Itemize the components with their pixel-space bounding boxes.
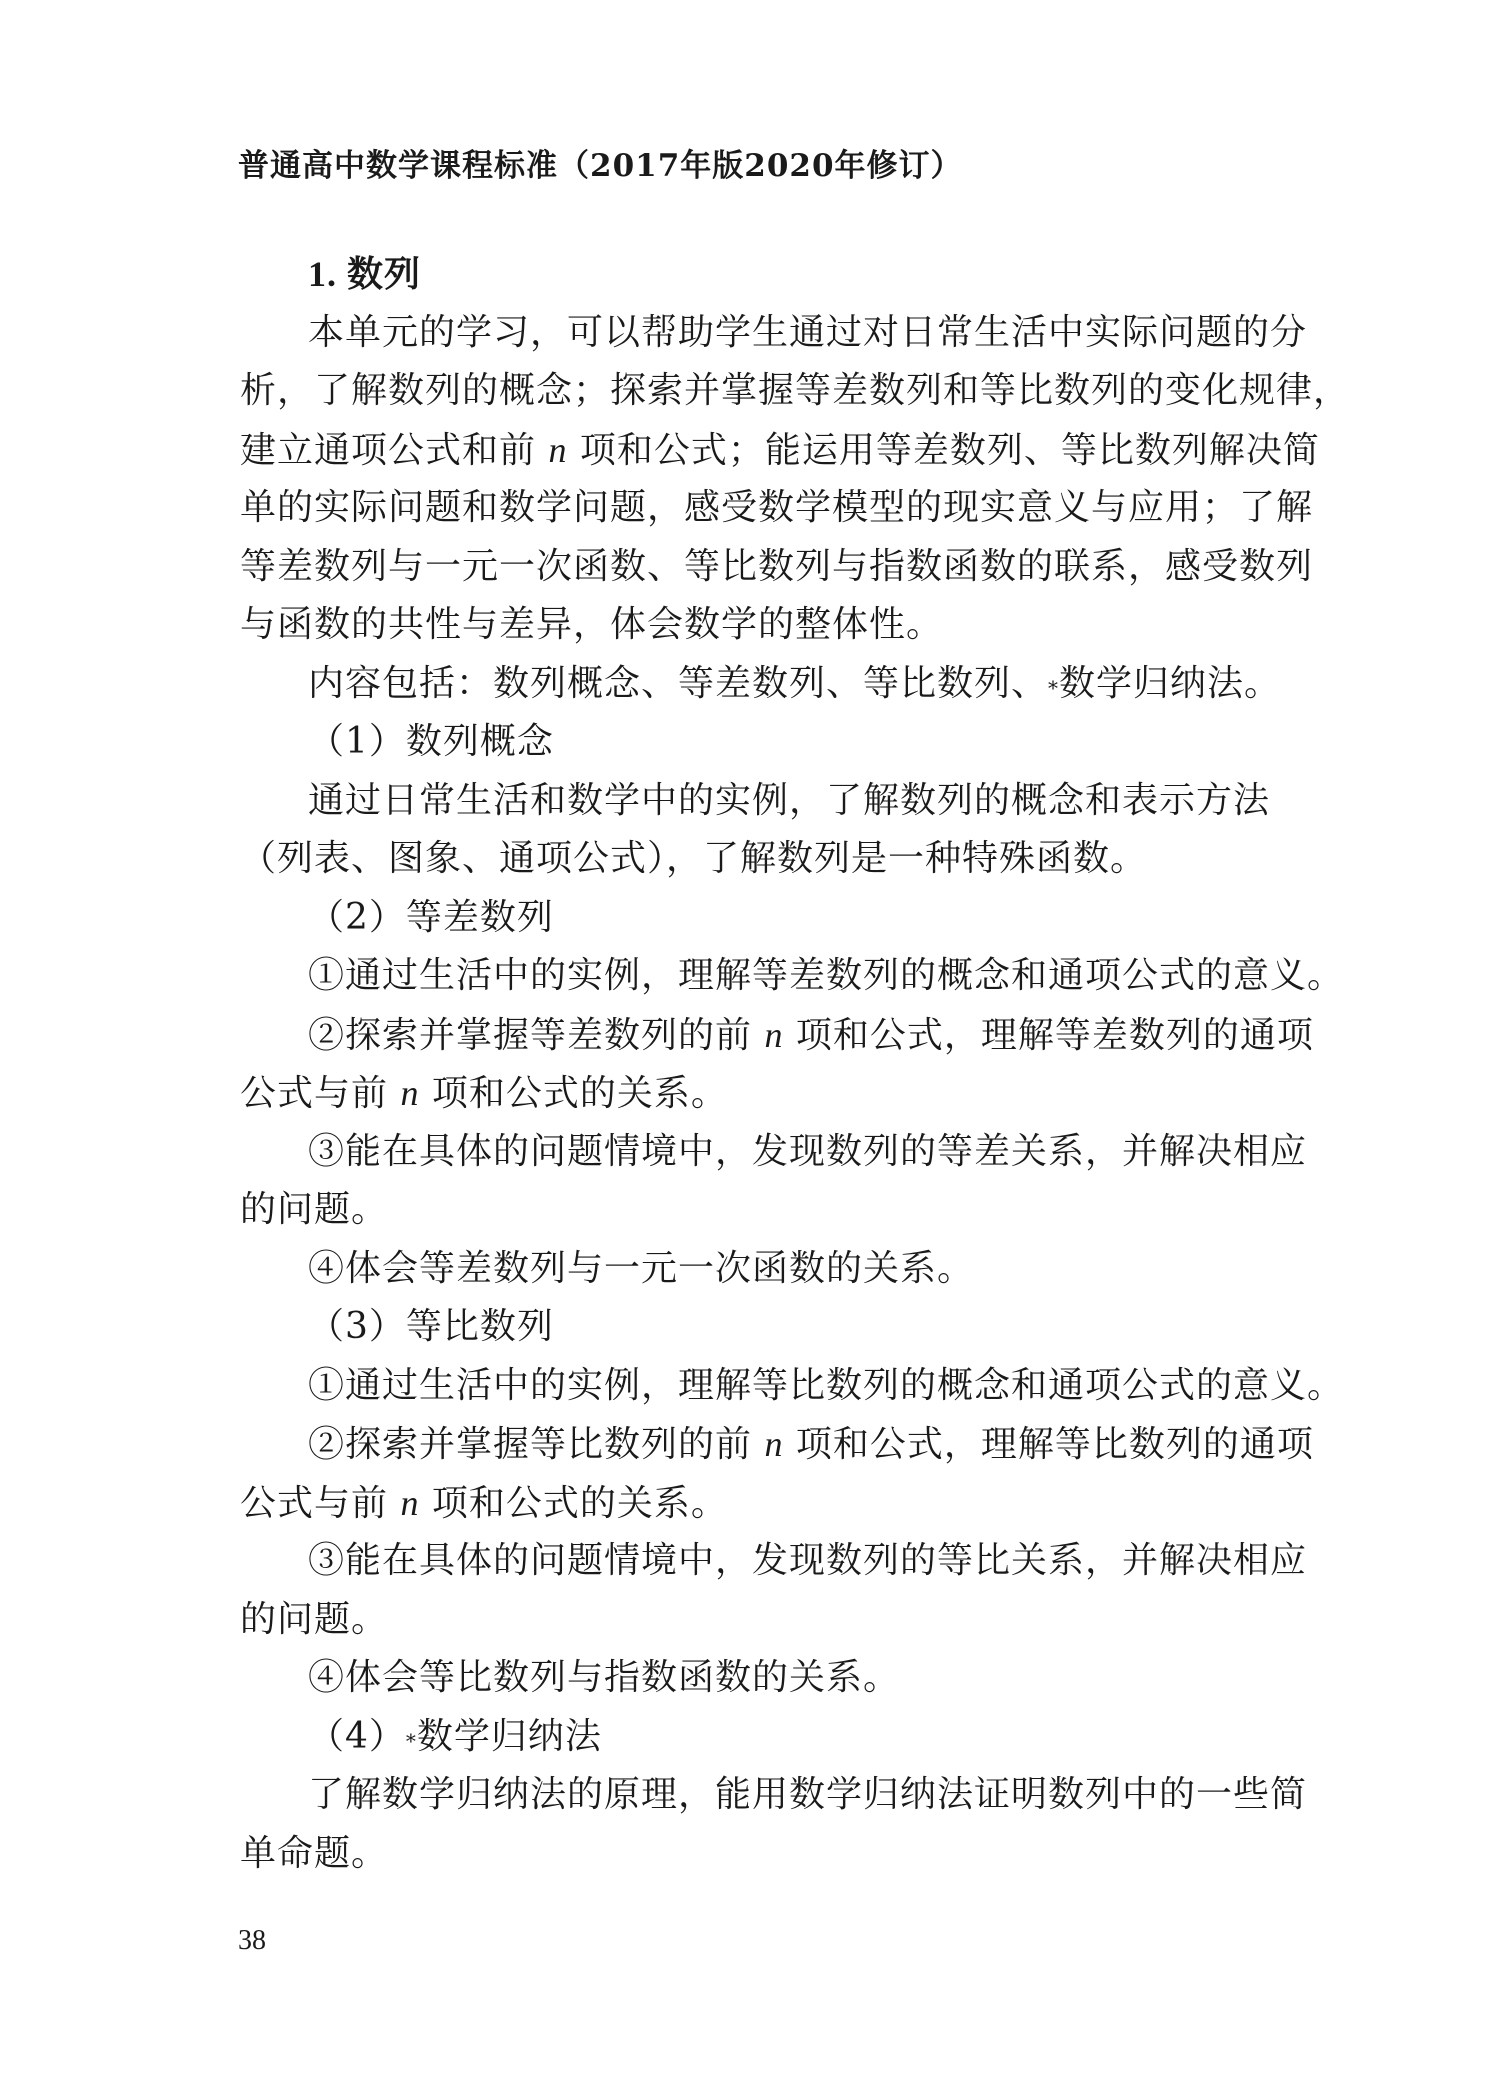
content-includes-suffix: 数学归纳法。: [1059, 662, 1282, 704]
variable-n: n: [764, 1424, 784, 1464]
subsection-3-item-2a: ②探索并掌握等比数列的前: [308, 1424, 753, 1465]
subsection-4-heading: [240, 1708, 1254, 1767]
variable-n: n: [400, 1482, 420, 1523]
variable-n: n: [548, 429, 568, 470]
subsection-3-heading: （3）等比数列: [308, 1306, 554, 1347]
intro-line-5: 等差数列与一元一次函数、等比数列与指数函数的联系，感受数列: [240, 545, 1314, 587]
variable-n: n: [400, 1073, 420, 1113]
subsection-2-item-2d: 项和公式的关系。: [431, 1073, 728, 1114]
content-includes-prefix: 内容包括：数列概念、等差数列、等比数列、: [308, 662, 1049, 704]
intro-line-3a: 建立通项公式和前: [240, 429, 537, 471]
subsection-2-item-1: ①通过生活中的实例，理解等差数列的概念和通项公式的意义。: [308, 955, 1345, 996]
section-number: 1.: [308, 254, 337, 294]
subsection-4-line-1: 了解数学归纳法的原理，能用数学归纳法证明数列中的一些简: [308, 1774, 1308, 1815]
subsection-3-item-2c: 公式与前: [240, 1482, 389, 1524]
subsection-3-item-3: ③能在具体的问题情境中，发现数列的等比关系，并解决相应: [308, 1540, 1308, 1581]
subsection-3-item-4: ④体会等比数列与指数函数的关系。: [308, 1657, 901, 1698]
subsection-2-item-2: [240, 1006, 1314, 1065]
subsection-4-heading-prefix: （4）: [308, 1715, 406, 1757]
subsection-2-item-3-cont: 的问题。: [240, 1189, 389, 1230]
intro-line-3: [240, 421, 1320, 480]
optional-mark: *: [1048, 675, 1060, 700]
content-includes: [240, 655, 1282, 714]
subsection-4-line-2: 单命题。: [240, 1832, 389, 1874]
intro-line-2: 析，了解数列的概念；探索并掌握等差数列和等比数列的变化规律，: [240, 370, 1351, 411]
intro-line-3b: 项和公式；能运用等差数列、等比数列解决简: [579, 429, 1320, 471]
section-heading: [240, 245, 1254, 304]
subsection-4-heading-suffix: 数学归纳法: [416, 1715, 602, 1757]
subsection-3-item-2b: 项和公式，理解等比数列的通项: [795, 1424, 1314, 1465]
page-number: 38: [238, 1925, 266, 1956]
subsection-2-item-3: ③能在具体的问题情境中，发现数列的等差关系，并解决相应: [308, 1130, 1308, 1172]
subsection-1-line-2: （列表、图象、通项公式），了解数列是一种特殊函数。: [240, 838, 1148, 879]
subsection-2-item-4: ④体会等差数列与一元一次函数的关系。: [308, 1247, 975, 1289]
subsection-2-item-2a: ②探索并掌握等差数列的前: [308, 1014, 753, 1056]
variable-n: n: [764, 1014, 784, 1055]
subsection-3-item-3-cont: 的问题。: [240, 1598, 389, 1640]
subsection-2-item-2-cont: [240, 1064, 1254, 1123]
intro-line-6: 与函数的共性与差异，体会数学的整体性。: [240, 604, 944, 645]
page-body: [240, 245, 1351, 1883]
subsection-3-item-2d: 项和公式的关系。: [431, 1482, 728, 1524]
subsection-1-heading: （1）数列概念: [308, 721, 554, 762]
running-header: 普通高中数学课程标准（2017年版2020年修订）: [238, 148, 963, 184]
subsection-3-item-2: [240, 1415, 1314, 1474]
subsection-3-item-2-cont: [240, 1474, 1254, 1533]
optional-mark: *: [405, 1728, 417, 1753]
subsection-2-item-2c: 公式与前: [240, 1073, 389, 1114]
subsection-2-heading: （2）等差数列: [308, 896, 554, 938]
intro-line-1: 本单元的学习，可以帮助学生通过对日常生活中实际问题的分: [308, 311, 1308, 353]
intro-line-4: 单的实际问题和数学问题，感受数学模型的现实意义与应用；了解: [240, 487, 1314, 528]
subsection-1-line-1: 通过日常生活和数学中的实例，了解数列的概念和表示方法: [308, 779, 1271, 821]
section-title: 数列: [347, 253, 422, 295]
subsection-2-item-2b: 项和公式，理解等差数列的通项: [795, 1014, 1314, 1056]
subsection-3-item-1: ①通过生活中的实例，理解等比数列的概念和通项公式的意义。: [308, 1364, 1345, 1406]
